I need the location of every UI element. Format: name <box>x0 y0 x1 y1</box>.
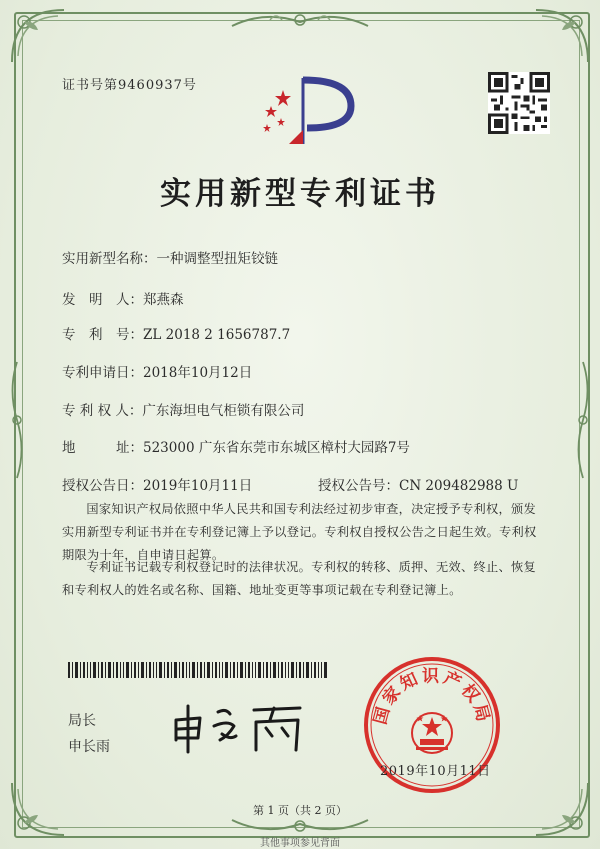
statement-paragraph-1: 国家知识产权局依照中华人民共和国专利法经过初步审查，决定授予专利权，颁发实用新型专利证书并在专利登记簿上予以登记。专利权自授权公告之日起生效。专利权期限为十年，自申请日起算。 <box>62 502 537 562</box>
utility-model-name-value: 一种调整型扭矩铰链 <box>156 251 278 267</box>
patent-number-value: ZL 2018 2 1656787.7 <box>143 327 291 343</box>
seal-text: 国家知识产权局 <box>370 666 494 727</box>
field-grant-announcement-date <box>62 474 252 494</box>
field-patentee <box>62 399 304 419</box>
inventor-label: 发 明 人： <box>62 292 143 308</box>
field-grant-announcement-number <box>318 474 518 494</box>
director-title: 局长 <box>68 713 96 729</box>
qr-code <box>488 72 550 134</box>
patent-number-label: 专 利 号： <box>62 327 143 343</box>
field-utility-model-name <box>62 247 278 267</box>
certificate-title: 实用新型专利证书 <box>160 176 440 212</box>
grant-number-value: CN 209482988 U <box>399 478 519 494</box>
certificate-number: 证书号第9460937号 <box>62 78 197 93</box>
handwritten-signature <box>170 698 320 754</box>
patentee-label: 专 利 权 人： <box>62 403 143 419</box>
left-side-ornament <box>6 360 28 480</box>
cnipa-logo-icon <box>255 70 355 150</box>
field-patent-number <box>62 323 290 343</box>
utility-model-name-label: 实用新型名称： <box>62 251 157 267</box>
grant-date-label: 授权公告日： <box>62 478 143 494</box>
filing-date-value: 2018年10月12日 <box>143 365 253 381</box>
grant-number-label: 授权公告号： <box>318 478 399 494</box>
page-number: 第 1 页（共 2 页） <box>253 804 347 817</box>
patentee-value: 广东海坦电气柜锁有限公司 <box>142 403 305 419</box>
director-name: 申长雨 <box>68 739 110 755</box>
filing-date-label: 专利申请日： <box>62 365 143 381</box>
inventor-value: 郑燕森 <box>143 292 184 308</box>
grant-date-value: 2019年10月11日 <box>143 478 253 494</box>
footer-note: 其他事项参见背面 <box>260 838 340 849</box>
corner-ornament-top-left <box>8 6 68 66</box>
address-label: 地 址： <box>62 440 143 456</box>
field-filing-date <box>62 361 252 381</box>
top-ornament <box>230 8 370 34</box>
seal-date: 2019年10月11日 <box>380 764 491 779</box>
statement-paragraph-2: 专利证书记载专利权登记时的法律状况。专利权的转移、质押、无效、终止、恢复和专利权人的姓名或名称、国籍、地址变更等事项记载在专利登记簿上。 <box>62 560 536 597</box>
right-side-ornament <box>572 360 594 480</box>
field-inventor <box>62 288 184 308</box>
address-value: 523000 广东省东莞市东城区樟村大园路7号 <box>143 440 410 456</box>
field-address <box>62 436 410 456</box>
corner-ornament-top-right <box>532 6 592 66</box>
barcode <box>68 662 328 678</box>
